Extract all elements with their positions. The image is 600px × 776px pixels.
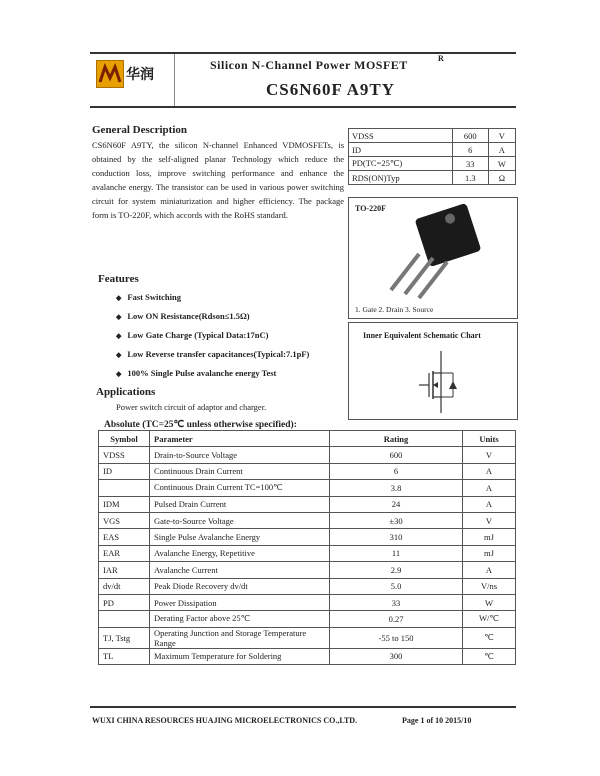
schematic-label: Inner Equivalent Schematic Chart xyxy=(363,331,481,340)
footer-page: Page 1 of 10 2015/10 xyxy=(402,716,472,725)
table-row: Continuous Drain Current TC=100℃ 3.8 A xyxy=(99,480,516,496)
mosfet-symbol-icon xyxy=(349,323,517,419)
pin-legend: 1. Gate 2. Drain 3. Source xyxy=(355,305,434,314)
to220f-package-icon xyxy=(349,198,517,318)
logo-icon xyxy=(97,61,123,87)
header xyxy=(90,52,516,108)
table-row: TJ, Tstg Operating Junction and Storage Temperature Range -55 to 150 ℃ xyxy=(99,627,516,648)
absolute-ratings-table xyxy=(98,430,516,665)
table-row: ID Continuous Drain Current 6 A xyxy=(99,463,516,479)
applications-title: Applications xyxy=(96,386,156,398)
table-row: IAR Avalanche Current 2.9 A xyxy=(99,562,516,578)
package-label: TO-220F xyxy=(355,204,386,213)
company-logo xyxy=(96,60,124,88)
ratings-title: Absolute (TC=25℃ unless otherwise specified): xyxy=(104,420,297,430)
table-row: VGS Gate-to-Source Voltage ±30 V xyxy=(99,512,516,528)
features-title: Features xyxy=(98,273,139,285)
key-spec-table xyxy=(348,128,516,185)
feature-item: ◆ Low Gate Charge (Typical Data:17nC) xyxy=(116,330,268,340)
header-divider xyxy=(174,54,175,106)
header-version: R xyxy=(438,54,444,63)
feature-item: ◆ Low ON Resistance(Rdson≤1.5Ω) xyxy=(116,311,250,321)
feature-item: ◆ Low Reverse transfer capacitances(Typical:7.1pF) xyxy=(116,349,309,359)
schematic-box xyxy=(348,322,518,420)
table-row: PD(TC=25℃) 33 W xyxy=(349,157,516,171)
applications-text: Power switch circuit of adaptor and charger. xyxy=(116,402,267,412)
table-row: RDS(ON)Typ 1.3 Ω xyxy=(349,171,516,185)
part-number: CS6N60F A9TY xyxy=(266,80,395,99)
general-description-title: General Description xyxy=(92,124,188,136)
package-box xyxy=(348,197,518,319)
table-row: EAR Avalanche Energy, Repetitive 11 mJ xyxy=(99,545,516,561)
table-row: dv/dt Peak Diode Recovery dv/dt 5.0 V/ns xyxy=(99,578,516,594)
table-row: VDSS Drain-to-Source Voltage 600 V xyxy=(99,447,516,463)
table-row: TL Maximum Temperature for Soldering 300 ℃ xyxy=(99,648,516,664)
table-row: VDSS 600 V xyxy=(349,129,516,143)
table-row: Derating Factor above 25℃ 0.27 W/℃ xyxy=(99,611,516,627)
table-row: PD Power Dissipation 33 W xyxy=(99,594,516,610)
table-row: ID 6 A xyxy=(349,143,516,157)
table-row: EAS Single Pulse Avalanche Energy 310 mJ xyxy=(99,529,516,545)
table-header-row: Symbol Parameter Rating Units xyxy=(99,431,516,447)
general-description-text: CS6N60F A9TY, the silicon N-channel Enhanced VDMOSFETs, is obtained by the self-aligned planar Technology which reduce the conduction loss, improve switching performance and enhance the avalanche energy. The transistor can be used in various power switching circuit for system miniaturization and higher efficiency. The package form is TO-220F, which accords with the RoHS standard. xyxy=(92,140,344,220)
table-row: IDM Pulsed Drain Current 24 A xyxy=(99,496,516,512)
feature-item: ◆ Fast Switching xyxy=(116,292,181,302)
header-subtitle: Silicon N-Channel Power MOSFET xyxy=(210,58,408,72)
feature-item: ◆ 100% Single Pulse avalanche energy Test xyxy=(116,368,276,378)
footer xyxy=(90,706,516,725)
footer-company: WUXI CHINA RESOURCES HUAJING MICROELECTRONICS CO.,LTD. xyxy=(92,716,358,725)
logo-text: 华润 xyxy=(126,68,154,83)
